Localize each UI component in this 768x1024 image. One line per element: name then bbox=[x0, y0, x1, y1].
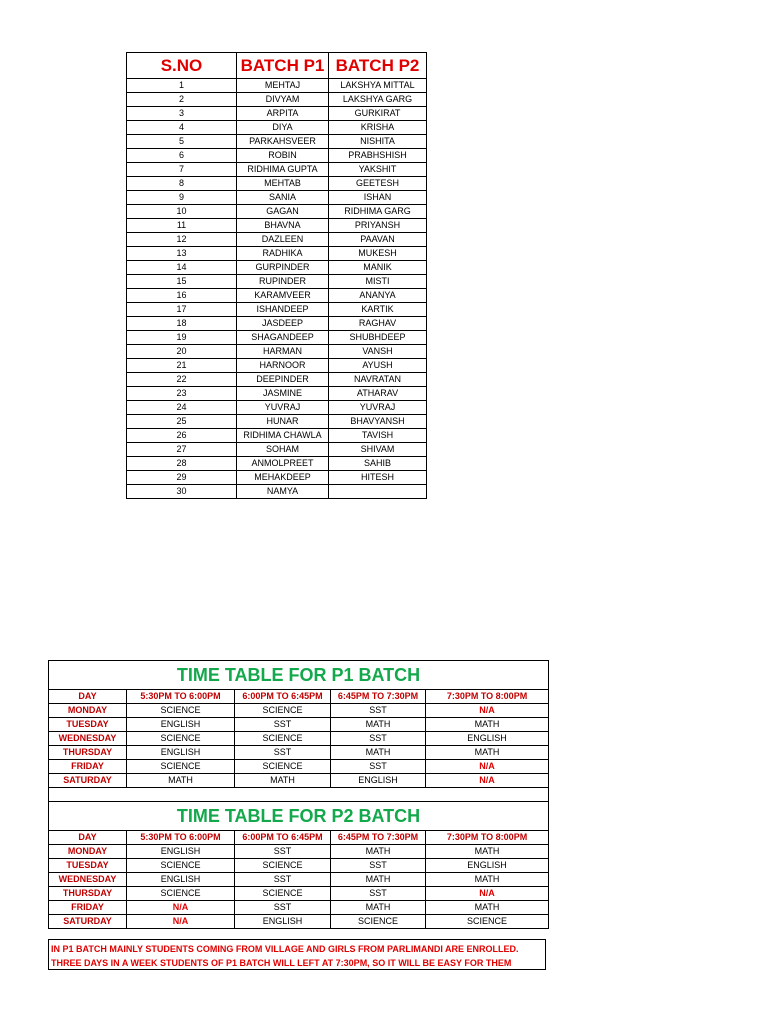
batch-p1-student: HUNAR bbox=[237, 415, 329, 429]
batch-p2-student: LAKSHYA GARG bbox=[329, 93, 427, 107]
slot-3-subject: SST bbox=[331, 704, 426, 718]
timetable-row bbox=[49, 915, 549, 929]
roster-row bbox=[127, 415, 427, 429]
batch-p2-student: NISHITA bbox=[329, 135, 427, 149]
sno-cell: 30 bbox=[127, 485, 237, 499]
batch-p2-student: SHUBHDEEP bbox=[329, 331, 427, 345]
slot-2-subject: SCIENCE bbox=[235, 732, 331, 746]
timetable-row bbox=[49, 845, 549, 859]
batch-p2-student: ATHARAV bbox=[329, 387, 427, 401]
batch-p2-student: VANSH bbox=[329, 345, 427, 359]
batch-p1-student: RIDHIMA GUPTA bbox=[237, 163, 329, 177]
sno-cell: 7 bbox=[127, 163, 237, 177]
roster-row bbox=[127, 345, 427, 359]
timetable-row bbox=[49, 873, 549, 887]
sno-cell: 26 bbox=[127, 429, 237, 443]
roster-row bbox=[127, 163, 427, 177]
slot-4-subject: MATH bbox=[426, 718, 549, 732]
slot-2-subject: ENGLISH bbox=[235, 915, 331, 929]
batch-p1-student: ANMOLPREET bbox=[237, 457, 329, 471]
batch-p2-student: MANIK bbox=[329, 261, 427, 275]
slot-4-subject: N/A bbox=[426, 704, 549, 718]
timetable-row bbox=[49, 718, 549, 732]
time-slot-header: 7:30PM TO 8:00PM bbox=[426, 831, 549, 845]
slot-1-subject: ENGLISH bbox=[127, 718, 235, 732]
batch-p1-student: MEHTAJ bbox=[237, 79, 329, 93]
sno-cell: 29 bbox=[127, 471, 237, 485]
batch-p1-student: YUVRAJ bbox=[237, 401, 329, 415]
time-slot-header: 5:30PM TO 6:00PM bbox=[127, 831, 235, 845]
sno-cell: 16 bbox=[127, 289, 237, 303]
roster-row bbox=[127, 135, 427, 149]
day-cell: FRIDAY bbox=[49, 901, 127, 915]
sno-cell: 17 bbox=[127, 303, 237, 317]
note-line-2: THREE DAYS IN A WEEK STUDENTS OF P1 BATCH WILL LEFT AT 7:30PM, SO IT WILL BE EASY FOR THEM bbox=[51, 958, 512, 968]
roster-row bbox=[127, 359, 427, 373]
batch-p2-student: PRIYANSH bbox=[329, 219, 427, 233]
timetable-header-row bbox=[49, 831, 549, 845]
sno-cell: 9 bbox=[127, 191, 237, 205]
p2-timetable-body bbox=[49, 802, 549, 929]
day-cell: MONDAY bbox=[49, 845, 127, 859]
slot-2-subject: SCIENCE bbox=[235, 887, 331, 901]
batch-roster-table bbox=[126, 52, 427, 499]
roster-row bbox=[127, 289, 427, 303]
day-cell: FRIDAY bbox=[49, 760, 127, 774]
roster-row bbox=[127, 93, 427, 107]
slot-3-subject: MATH bbox=[331, 873, 426, 887]
roster-row bbox=[127, 317, 427, 331]
batch-p2-student: RIDHIMA GARG bbox=[329, 205, 427, 219]
batch-p1-student: DIVYAM bbox=[237, 93, 329, 107]
timetable-row bbox=[49, 901, 549, 915]
sno-cell: 4 bbox=[127, 121, 237, 135]
sno-cell: 1 bbox=[127, 79, 237, 93]
batch-p1-student: NAMYA bbox=[237, 485, 329, 499]
slot-3-subject: SST bbox=[331, 859, 426, 873]
sno-cell: 10 bbox=[127, 205, 237, 219]
sno-cell: 3 bbox=[127, 107, 237, 121]
timetable-row bbox=[49, 704, 549, 718]
roster-row bbox=[127, 373, 427, 387]
batch-p2-student: AYUSH bbox=[329, 359, 427, 373]
sno-cell: 18 bbox=[127, 317, 237, 331]
batch-p1-student: MEHTAB bbox=[237, 177, 329, 191]
batch-p1-header: BATCH P1 bbox=[237, 53, 329, 79]
batch-p1-student: HARNOOR bbox=[237, 359, 329, 373]
day-cell: WEDNESDAY bbox=[49, 732, 127, 746]
batch-p1-student: SOHAM bbox=[237, 443, 329, 457]
slot-2-subject: SCIENCE bbox=[235, 704, 331, 718]
p1-timetable-body bbox=[49, 661, 549, 802]
batch-p2-student: KRISHA bbox=[329, 121, 427, 135]
slot-2-subject: SST bbox=[235, 845, 331, 859]
p1-timetable bbox=[48, 660, 549, 802]
batch-p2-student: PRABHSHISH bbox=[329, 149, 427, 163]
roster-row bbox=[127, 443, 427, 457]
slot-2-subject: SST bbox=[235, 901, 331, 915]
slot-2-subject: SST bbox=[235, 746, 331, 760]
sno-cell: 20 bbox=[127, 345, 237, 359]
roster-row bbox=[127, 205, 427, 219]
roster-row bbox=[127, 149, 427, 163]
roster-header-row bbox=[127, 53, 427, 79]
batch-p1-student: RIDHIMA CHAWLA bbox=[237, 429, 329, 443]
slot-4-subject: N/A bbox=[426, 887, 549, 901]
slot-3-subject: SST bbox=[331, 760, 426, 774]
batch-p1-student: DIYA bbox=[237, 121, 329, 135]
sno-cell: 2 bbox=[127, 93, 237, 107]
timetable-row bbox=[49, 887, 549, 901]
slot-1-subject: SCIENCE bbox=[127, 887, 235, 901]
sno-cell: 12 bbox=[127, 233, 237, 247]
roster-row bbox=[127, 303, 427, 317]
batch-p1-student: SHAGANDEEP bbox=[237, 331, 329, 345]
roster-row bbox=[127, 387, 427, 401]
day-header: DAY bbox=[49, 831, 127, 845]
batch-p1-student: BHAVNA bbox=[237, 219, 329, 233]
batch-p2-student: SAHIB bbox=[329, 457, 427, 471]
slot-2-subject: SCIENCE bbox=[235, 859, 331, 873]
timetable-spacer-row bbox=[49, 788, 549, 802]
sno-cell: 24 bbox=[127, 401, 237, 415]
slot-1-subject: N/A bbox=[127, 901, 235, 915]
slot-3-subject: MATH bbox=[331, 718, 426, 732]
batch-p1-student: RUPINDER bbox=[237, 275, 329, 289]
batch-p2-student: TAVISH bbox=[329, 429, 427, 443]
slot-3-subject: ENGLISH bbox=[331, 774, 426, 788]
batch-p2-header: BATCH P2 bbox=[329, 53, 427, 79]
roster-row bbox=[127, 79, 427, 93]
timetable-header-row bbox=[49, 690, 549, 704]
slot-3-subject: SCIENCE bbox=[331, 915, 426, 929]
batch-p2-student: ANANYA bbox=[329, 289, 427, 303]
day-cell: SATURDAY bbox=[49, 915, 127, 929]
batch-p2-student: GEETESH bbox=[329, 177, 427, 191]
day-cell: SATURDAY bbox=[49, 774, 127, 788]
batch-p2-student: KARTIK bbox=[329, 303, 427, 317]
sno-cell: 28 bbox=[127, 457, 237, 471]
batch-p1-student: MEHAKDEEP bbox=[237, 471, 329, 485]
roster-row bbox=[127, 233, 427, 247]
timetable-title: TIME TABLE FOR P1 BATCH bbox=[49, 661, 549, 690]
slot-4-subject: ENGLISH bbox=[426, 859, 549, 873]
timetable-row bbox=[49, 859, 549, 873]
roster-row bbox=[127, 429, 427, 443]
slot-3-subject: MATH bbox=[331, 901, 426, 915]
timetable-title-row bbox=[49, 802, 549, 831]
time-slot-header: 5:30PM TO 6:00PM bbox=[127, 690, 235, 704]
slot-1-subject: ENGLISH bbox=[127, 845, 235, 859]
batch-note bbox=[48, 939, 546, 970]
day-header: DAY bbox=[49, 690, 127, 704]
sno-cell: 8 bbox=[127, 177, 237, 191]
sno-header: S.NO bbox=[127, 53, 237, 79]
slot-2-subject: SST bbox=[235, 718, 331, 732]
batch-p2-student: PAAVAN bbox=[329, 233, 427, 247]
sno-cell: 21 bbox=[127, 359, 237, 373]
batch-p1-student: KARAMVEER bbox=[237, 289, 329, 303]
timetable-row bbox=[49, 746, 549, 760]
slot-3-subject: SST bbox=[331, 887, 426, 901]
slot-2-subject: SCIENCE bbox=[235, 760, 331, 774]
slot-1-subject: ENGLISH bbox=[127, 746, 235, 760]
slot-4-subject: MATH bbox=[426, 901, 549, 915]
batch-p1-student: RADHIKA bbox=[237, 247, 329, 261]
batch-p1-student: ISHANDEEP bbox=[237, 303, 329, 317]
slot-1-subject: SCIENCE bbox=[127, 704, 235, 718]
slot-2-subject: SST bbox=[235, 873, 331, 887]
time-slot-header: 6:00PM TO 6:45PM bbox=[235, 690, 331, 704]
timetable-row bbox=[49, 774, 549, 788]
batch-p1-student: DEEPINDER bbox=[237, 373, 329, 387]
roster-row bbox=[127, 247, 427, 261]
sno-cell: 19 bbox=[127, 331, 237, 345]
day-cell: WEDNESDAY bbox=[49, 873, 127, 887]
batch-p2-student: ISHAN bbox=[329, 191, 427, 205]
slot-1-subject: SCIENCE bbox=[127, 859, 235, 873]
batch-p2-student: YUVRAJ bbox=[329, 401, 427, 415]
p2-timetable bbox=[48, 801, 549, 929]
roster-row bbox=[127, 275, 427, 289]
day-cell: THURSDAY bbox=[49, 746, 127, 760]
sno-cell: 25 bbox=[127, 415, 237, 429]
time-slot-header: 6:45PM TO 7:30PM bbox=[331, 831, 426, 845]
time-slot-header: 6:45PM TO 7:30PM bbox=[331, 690, 426, 704]
slot-1-subject: N/A bbox=[127, 915, 235, 929]
slot-4-subject: MATH bbox=[426, 873, 549, 887]
slot-1-subject: SCIENCE bbox=[127, 760, 235, 774]
batch-p2-student: HITESH bbox=[329, 471, 427, 485]
batch-p2-student: MISTI bbox=[329, 275, 427, 289]
roster-row bbox=[127, 401, 427, 415]
roster-row bbox=[127, 471, 427, 485]
sno-cell: 5 bbox=[127, 135, 237, 149]
sno-cell: 11 bbox=[127, 219, 237, 233]
roster-row bbox=[127, 485, 427, 499]
roster-row bbox=[127, 121, 427, 135]
sno-cell: 13 bbox=[127, 247, 237, 261]
slot-3-subject: MATH bbox=[331, 845, 426, 859]
batch-p1-student: HARMAN bbox=[237, 345, 329, 359]
batch-p1-student: JASDEEP bbox=[237, 317, 329, 331]
slot-4-subject: N/A bbox=[426, 760, 549, 774]
roster-row bbox=[127, 261, 427, 275]
slot-3-subject: SST bbox=[331, 732, 426, 746]
sno-cell: 23 bbox=[127, 387, 237, 401]
sno-cell: 14 bbox=[127, 261, 237, 275]
roster-row bbox=[127, 219, 427, 233]
roster-row bbox=[127, 191, 427, 205]
timetable-row bbox=[49, 732, 549, 746]
slot-1-subject: MATH bbox=[127, 774, 235, 788]
batch-p1-student: ROBIN bbox=[237, 149, 329, 163]
roster-row bbox=[127, 177, 427, 191]
batch-p2-student: SHIVAM bbox=[329, 443, 427, 457]
sno-cell: 15 bbox=[127, 275, 237, 289]
day-cell: TUESDAY bbox=[49, 859, 127, 873]
slot-4-subject: MATH bbox=[426, 845, 549, 859]
roster-body bbox=[127, 79, 427, 499]
day-cell: THURSDAY bbox=[49, 887, 127, 901]
slot-4-subject: SCIENCE bbox=[426, 915, 549, 929]
slot-4-subject: N/A bbox=[426, 774, 549, 788]
timetable-title: TIME TABLE FOR P2 BATCH bbox=[49, 802, 549, 831]
slot-1-subject: ENGLISH bbox=[127, 873, 235, 887]
batch-p2-student: NAVRATAN bbox=[329, 373, 427, 387]
roster-row bbox=[127, 107, 427, 121]
batch-p1-student: GAGAN bbox=[237, 205, 329, 219]
batch-p1-student: GURPINDER bbox=[237, 261, 329, 275]
sno-cell: 27 bbox=[127, 443, 237, 457]
sno-cell: 6 bbox=[127, 149, 237, 163]
note-line-1: IN P1 BATCH MAINLY STUDENTS COMING FROM VILLAGE AND GIRLS FROM PARLIMANDI ARE ENROLLED. bbox=[51, 944, 519, 954]
batch-p2-student: MUKESH bbox=[329, 247, 427, 261]
slot-4-subject: MATH bbox=[426, 746, 549, 760]
batch-p1-student: SANIA bbox=[237, 191, 329, 205]
slot-3-subject: MATH bbox=[331, 746, 426, 760]
batch-p2-student: YAKSHIT bbox=[329, 163, 427, 177]
roster-row bbox=[127, 331, 427, 345]
batch-p1-student: PARKAHSVEER bbox=[237, 135, 329, 149]
batch-p2-student bbox=[329, 485, 427, 499]
time-slot-header: 6:00PM TO 6:45PM bbox=[235, 831, 331, 845]
batch-p2-student: GURKIRAT bbox=[329, 107, 427, 121]
day-cell: MONDAY bbox=[49, 704, 127, 718]
spacer-cell bbox=[49, 788, 549, 802]
timetable-title-row bbox=[49, 661, 549, 690]
batch-p2-student: LAKSHYA MITTAL bbox=[329, 79, 427, 93]
day-cell: TUESDAY bbox=[49, 718, 127, 732]
time-slot-header: 7:30PM TO 8:00PM bbox=[426, 690, 549, 704]
timetable-row bbox=[49, 760, 549, 774]
sno-cell: 22 bbox=[127, 373, 237, 387]
batch-p1-student: DAZLEEN bbox=[237, 233, 329, 247]
batch-p1-student: ARPITA bbox=[237, 107, 329, 121]
batch-p1-student: JASMINE bbox=[237, 387, 329, 401]
batch-p2-student: BHAVYANSH bbox=[329, 415, 427, 429]
roster-row bbox=[127, 457, 427, 471]
slot-2-subject: MATH bbox=[235, 774, 331, 788]
slot-4-subject: ENGLISH bbox=[426, 732, 549, 746]
batch-p2-student: RAGHAV bbox=[329, 317, 427, 331]
slot-1-subject: SCIENCE bbox=[127, 732, 235, 746]
